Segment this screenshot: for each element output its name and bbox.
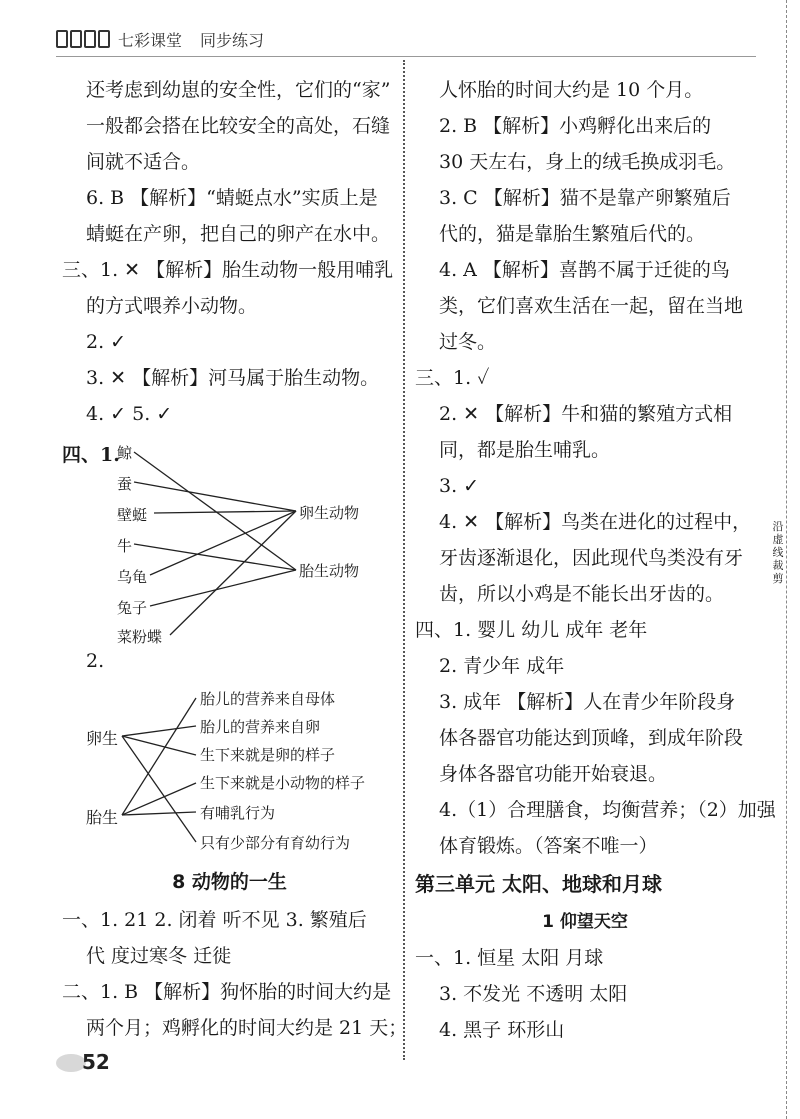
text-line: 4. ✕ 【解析】鸟类在进化的过程中， bbox=[439, 511, 752, 533]
match-left-item: 卵生 bbox=[86, 729, 119, 748]
text-line: 还考虑到幼崽的安全性，它们的“家” bbox=[86, 79, 391, 101]
question-label: 2. bbox=[86, 650, 105, 672]
match-right-item: 生下来就是卵的样子 bbox=[200, 746, 336, 764]
logo-icon bbox=[56, 30, 110, 48]
text-line: 一、1. 21 2. 闭着 听不见 3. 繁殖后 bbox=[62, 909, 367, 931]
left-column-bottom bbox=[62, 862, 408, 1046]
match-left-item: 胎生 bbox=[86, 808, 119, 827]
left-column bbox=[62, 72, 397, 432]
matching-diagram-2 bbox=[62, 650, 397, 860]
text-line: 身体各器官功能开始衰退。 bbox=[439, 763, 668, 785]
text-line: 3. 不发光 不透明 太阳 bbox=[439, 983, 628, 1005]
match-right-item: 生下来就是小动物的样子 bbox=[200, 774, 366, 792]
text-line: 三、1. ✕ 【解析】胎生动物一般用哺乳 bbox=[62, 259, 394, 281]
match-right-item: 只有少部分有育幼行为 bbox=[200, 834, 351, 852]
match-lines-2 bbox=[62, 650, 397, 860]
matching-diagram-1 bbox=[62, 440, 397, 646]
text-line: 体各器官功能达到顶峰，到成年阶段 bbox=[439, 727, 744, 749]
text-line: 二、1. B 【解析】狗怀胎的时间大约是 bbox=[62, 981, 392, 1003]
question-label: 四、1. bbox=[62, 444, 120, 466]
text-line: 的方式喂养小动物。 bbox=[86, 295, 258, 317]
section-title: 8 动物的一生 bbox=[172, 871, 287, 893]
text-line: 4. 黑子 环形山 bbox=[439, 1019, 565, 1041]
text-line: 牙齿逐渐退化，因此现代鸟类没有牙 bbox=[439, 547, 744, 569]
lesson-title: 1 仰望天空 bbox=[542, 912, 628, 932]
text-line: 代 度过寒冬 迁徙 bbox=[86, 945, 232, 967]
text-line: 体育锻炼。（答案不唯一） bbox=[439, 835, 658, 857]
text-line: 代的，猫是靠胎生繁殖后代的。 bbox=[439, 223, 706, 245]
page-number: 52 bbox=[82, 1050, 110, 1074]
match-right-item: 有哺乳行为 bbox=[200, 804, 276, 822]
text-line: 2. ✕ 【解析】牛和猫的繁殖方式相 bbox=[439, 403, 733, 425]
text-line: 2. 青少年 成年 bbox=[439, 655, 565, 677]
match-left-item: 壁蜓 bbox=[117, 506, 148, 524]
text-line: 蜻蜓在产卵，把自己的卵产在水中。 bbox=[86, 223, 391, 245]
text-line: 类，它们喜欢生活在一起，留在当地 bbox=[439, 295, 744, 317]
match-left-item: 乌龟 bbox=[117, 568, 148, 586]
cut-line bbox=[786, 0, 787, 1119]
text-line: 2. B 【解析】小鸡孵化出来后的 bbox=[439, 115, 712, 137]
match-left-item: 兔子 bbox=[117, 599, 148, 617]
text-line: 一、1. 恒星 太阳 月球 bbox=[415, 947, 604, 969]
match-left-item: 牛 bbox=[117, 537, 133, 555]
header-subtitle: 同步练习 bbox=[200, 30, 265, 50]
text-line: 人怀胎的时间大约是 10 个月。 bbox=[439, 79, 704, 101]
match-right-item: 卵生动物 bbox=[299, 504, 360, 522]
text-line: 同，都是胎生哺乳。 bbox=[439, 439, 611, 461]
match-left-item: 蚕 bbox=[117, 475, 133, 493]
text-line: 3. 成年 【解析】人在青少年阶段身 bbox=[439, 691, 736, 713]
text-line: 3. ✓ bbox=[439, 475, 480, 497]
match-left-item: 鲸 bbox=[117, 444, 133, 462]
text-line: 3. ✕ 【解析】河马属于胎生动物。 bbox=[86, 367, 380, 389]
text-line: 一般都会搭在比较安全的高处，石缝 bbox=[86, 115, 391, 137]
text-line: 3. C 【解析】猫不是靠产卵繁殖后 bbox=[439, 187, 731, 209]
text-line: 4.（1）合理膳食，均衡营养；（2）加强 bbox=[439, 799, 776, 821]
header-title: 七彩课堂 bbox=[118, 30, 183, 50]
match-right-item: 胎儿的营养来自母体 bbox=[200, 690, 336, 708]
text-line: 过冬。 bbox=[439, 331, 497, 353]
cut-instruction: 沿虚线裁剪 bbox=[772, 520, 784, 585]
match-right-item: 胎生动物 bbox=[299, 562, 360, 580]
text-line: 2. ✓ bbox=[86, 331, 127, 353]
text-line: 间就不适合。 bbox=[86, 151, 201, 173]
right-column bbox=[415, 72, 776, 1048]
text-line: 4. A 【解析】喜鹊不属于迁徙的鸟 bbox=[439, 259, 730, 281]
text-line: 两个月；鸡孵化的时间大约是 21 天； bbox=[86, 1017, 408, 1039]
column-divider bbox=[403, 60, 405, 1060]
text-line: 四、1. 婴儿 幼儿 成年 老年 bbox=[415, 619, 648, 641]
match-right-item: 胎儿的营养来自卵 bbox=[200, 718, 321, 736]
match-lines-1 bbox=[62, 440, 397, 655]
text-line: 齿，所以小鸡是不能长出牙齿的。 bbox=[439, 583, 725, 605]
text-line: 30 天左右，身上的绒毛换成羽毛。 bbox=[439, 151, 736, 173]
page-header bbox=[56, 24, 264, 54]
unit-title: 第三单元 太阳、地球和月球 bbox=[415, 872, 662, 896]
text-line: 4. ✓ 5. ✓ bbox=[86, 403, 173, 425]
text-line: 6. B 【解析】“蜻蜓点水”实质上是 bbox=[86, 187, 378, 209]
text-line: 三、1. ✓ bbox=[415, 367, 490, 389]
header-rule bbox=[56, 56, 756, 57]
match-left-item: 菜粉蝶 bbox=[117, 628, 163, 646]
